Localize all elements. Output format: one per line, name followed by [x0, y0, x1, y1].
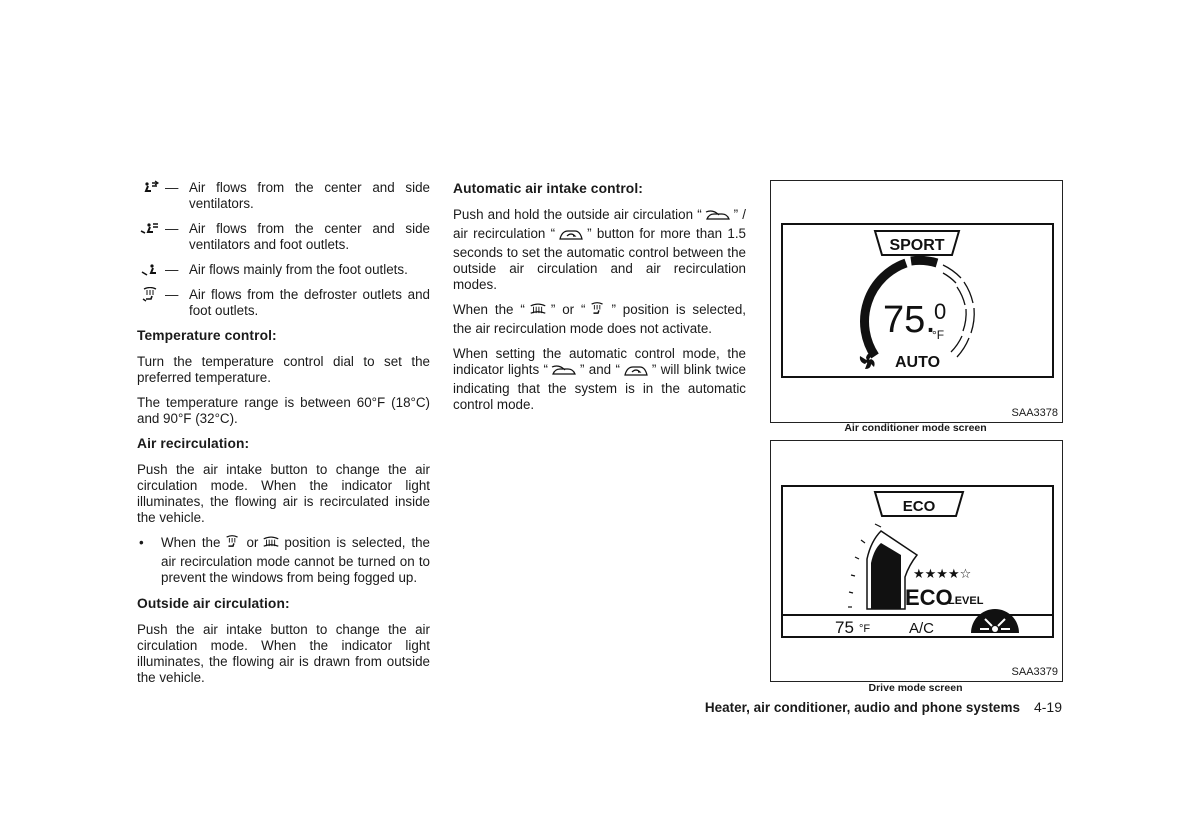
figure-caption: Air conditioner mode screen [844, 422, 987, 434]
eco-stars: ★★★★☆ [913, 567, 972, 582]
temperature-paragraph-1: Turn the temperature control dial to set the preferred temperature. [137, 354, 430, 385]
page-number: 4-19 [1033, 699, 1062, 715]
outside-air-paragraph: Push the air intake button to change the air circulation mode. When the indicator light illuminates, the flowing air is drawn from outside the vehicle. [137, 622, 430, 685]
middle-column [453, 181, 746, 422]
fan-speed-icon [971, 609, 1019, 633]
left-column [137, 180, 430, 695]
defrost-icon [528, 302, 548, 321]
mode-description: Air flows from the center and side ventilators. [189, 180, 430, 211]
temp-arc-segment-top [911, 260, 937, 263]
eco-gauge-fill [871, 543, 901, 609]
auto-intake-paragraph-3: When setting the automatic control mode, the indicator lights “ ” and “ ” will blink twice indicating that the system is in the automatic control mode. [453, 346, 747, 412]
vent-foot-icon [140, 262, 162, 278]
mode-item-defrost-foot: — Air flows from the defroster outlets and foot outlets. [137, 287, 430, 319]
recirculation-bullet: • When the or position is selected, the air recirculation mode cannot be turned on to prevent the windows from being fogged up. [139, 535, 430, 585]
mode-item-vent: — Air flows from the center and side ventilators. [137, 180, 430, 212]
ac-display-graphic [783, 225, 1052, 376]
mode-description: Air flows mainly from the foot outlets. [189, 262, 408, 277]
defrost-icon [261, 535, 281, 554]
temperature-unit: °F [932, 328, 945, 342]
vent-bilevel-icon [140, 221, 162, 237]
vent-face-icon [140, 180, 162, 196]
recirculation-paragraph: Push the air intake button to change the air circulation mode. When the indicator light illuminates, the flowing air is recirculated inside the vehicle. [137, 462, 430, 525]
mode-label-eco: ECO [902, 498, 936, 515]
footer-section-title: Heater, air conditioner, audio and phone systems [704, 700, 1020, 715]
defrost-foot-icon [140, 287, 162, 303]
figure-code: SAA3378 [1011, 407, 1058, 419]
outside-air-heading: Outside air circulation: [137, 596, 290, 611]
status-temperature-unit: °F [859, 623, 871, 635]
figure-drive-mode-screen [770, 440, 1063, 682]
ac-display-screen [781, 223, 1054, 378]
page-footer [705, 699, 1062, 715]
defrost-foot-icon [588, 302, 608, 321]
auto-intake-heading: Automatic air intake control: [453, 181, 643, 196]
temperature-reading: 75. [883, 299, 936, 341]
mode-item-foot: — Air flows mainly from the foot outlets. [137, 262, 430, 278]
status-temperature: 75 [835, 618, 854, 636]
figure-code: SAA3379 [1011, 666, 1058, 678]
temperature-decimal: 0 [934, 299, 947, 324]
auto-intake-paragraph-1: Push and hold the outside air circulation “ ” / air recirculation “ ” button for more than 1.5 seconds to set the automatic control between the outside air circulation and air recirculation modes. [453, 207, 746, 292]
recirculation-heading: Air recirculation: [137, 436, 250, 451]
mode-description: Air flows from the center and side ventilators and foot outlets. [189, 221, 430, 252]
ac-label: A/C [909, 620, 935, 636]
auto-intake-paragraph-2: When the “ ” or “ ” position is selected, the air recirculation mode does not activate. [453, 302, 747, 336]
drive-display-graphic [783, 487, 1052, 636]
mode-item-bilevel: — Air flows from the center and side ventilators and foot outlets. [137, 221, 430, 253]
eco-label: ECO [905, 585, 953, 610]
eco-level-label: LEVEL [948, 595, 984, 607]
drive-display-screen [781, 485, 1054, 638]
outside-air-icon [705, 209, 731, 226]
figure-caption: Drive mode screen [868, 682, 963, 694]
mode-description: Air flows from the defroster outlets and foot outlets. [189, 287, 430, 318]
figure-ac-mode-screen [770, 180, 1063, 423]
recirculation-icon [623, 364, 649, 381]
recirculation-icon [558, 228, 584, 245]
outside-air-icon [551, 364, 577, 381]
auto-label: AUTO [895, 354, 941, 371]
defrost-foot-icon [223, 535, 243, 554]
temperature-paragraph-2: The temperature range is between 60°F (18°C) and 90°F (32°C). [137, 395, 430, 426]
temperature-heading: Temperature control: [137, 328, 277, 343]
mode-label-sport: SPORT [889, 237, 945, 254]
